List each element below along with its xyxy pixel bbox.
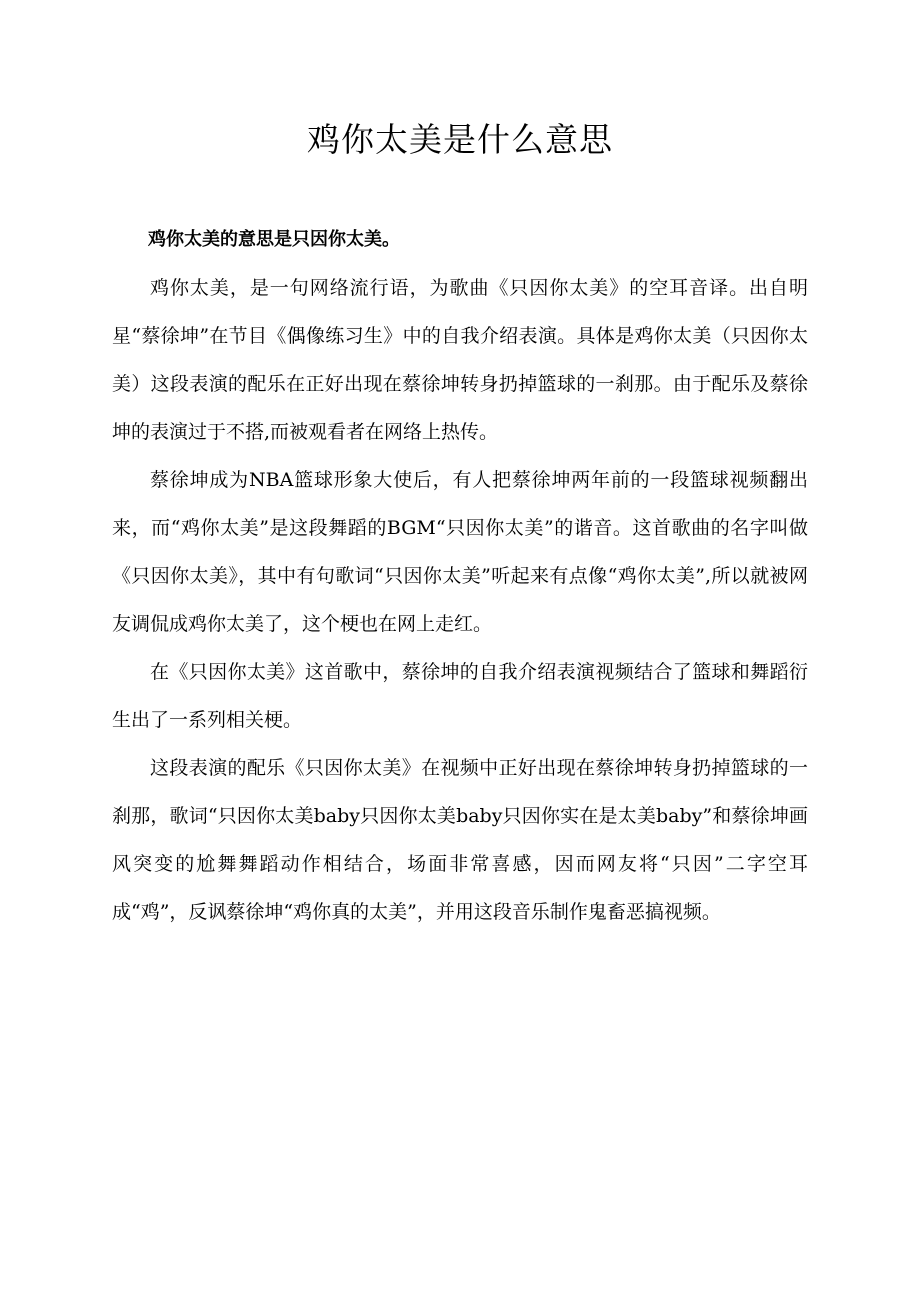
paragraph-3: 在《只因你太美》这首歌中，蔡徐坤的自我介绍表演视频结合了篮球和舞蹈衍生出了一系列相关梗。 bbox=[112, 661, 808, 731]
paragraph-4: 这段表演的配乐《只因你太美》在视频中正好出现在蔡徐坤转身扔掉篮球的一刹那，歌词“只因你太美baby只因你太美baby只因你实在是太美baby”和蔡徐坤画风突变的尬舞舞蹈动作相结合，场面非常喜感，因而网友将“只因”二字空耳成“鸡”，反讽蔡徐坤“鸡你真的太美”，并用这段音乐制作鬼畜恶搞视频。 bbox=[112, 757, 808, 923]
document-body bbox=[112, 216, 808, 936]
paragraph-2: 蔡徐坤成为NBA篮球形象大使后，有人把蔡徐坤两年前的一段篮球视频翻出来，而“鸡你太美”是这段舞蹈的BGM“只因你太美”的谐音。这首歌曲的名字叫做《只因你太美》，其中有句歌词“只因你太美”听起来有点像“鸡你太美”,所以就被网友调侃成鸡你太美了，这个梗也在网上走红。 bbox=[112, 469, 808, 635]
lead-paragraph: 鸡你太美的意思是只因你太美。 bbox=[148, 229, 400, 250]
paragraph-1: 鸡你太美，是一句网络流行语，为歌曲《只因你太美》的空耳音译。出自明星“蔡徐坤”在节目《偶像练习生》中的自我介绍表演。具体是鸡你太美（只因你太美）这段表演的配乐在正好出现在蔡徐坤转身扔掉篮球的一刹那。由于配乐及蔡徐坤的表演过于不搭,而被观看者在网络上热传。 bbox=[112, 277, 808, 443]
document-title: 鸡你太美是什么意思 bbox=[307, 120, 613, 159]
